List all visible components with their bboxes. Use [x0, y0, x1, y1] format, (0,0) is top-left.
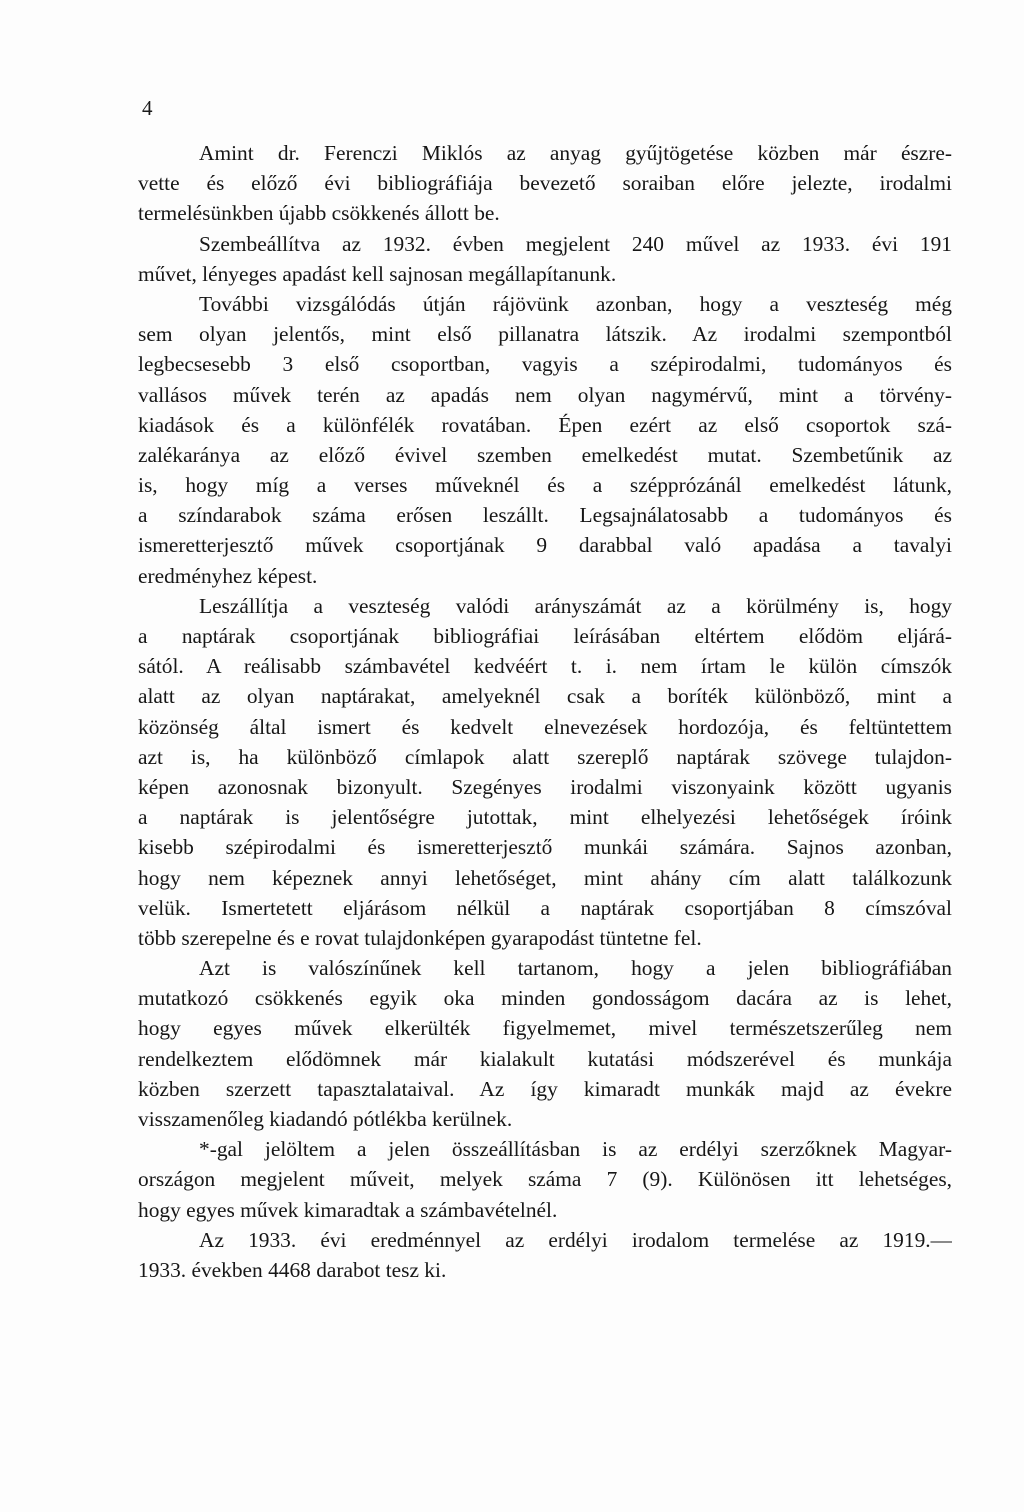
text-line: hogy egyes művek elkerülték figyelmemet, mivel természetszerűleg nem — [138, 1016, 952, 1041]
text-line: művet, lényeges apadást kell sajnosan megállapítanunk. — [138, 261, 617, 286]
text-line: több szerepelne és e rovat tulajdonképen gyarapodást tüntetne fel. — [138, 925, 702, 950]
body-text — [138, 138, 952, 1285]
text-line: rendelkeztem elődömnek már kialakult kutatási módszerével és munkája — [138, 1046, 952, 1071]
text-line: 1933. években 4468 darabot tesz ki. — [138, 1257, 447, 1282]
text-line: eredményhez képest. — [138, 563, 318, 588]
text-line: Szembeállítva az 1932. évben megjelent 240 művel az 1933. évi 191 — [199, 231, 952, 256]
text-line: velük. Ismertetett eljárásom nélkül a naptárak csoportjában 8 címszóval — [138, 895, 952, 920]
text-line: További vizsgálódás útján rájövünk azonban, hogy a veszteség még — [199, 291, 952, 316]
text-line: visszamenőleg kiadandó pótlékba kerülnek. — [138, 1107, 513, 1131]
text-line: a naptárak csoportjának bibliográfiai leírásában eltértem elődöm eljárá- — [138, 624, 952, 648]
text-line: képen azonosnak bizonyult. Szegényes irodalmi viszonyaink között ugyanis — [138, 774, 952, 799]
text-line: Az 1933. évi eredménnyel az erdélyi irodalom termelése az 1919.— — [199, 1227, 952, 1252]
text-line: hogy nem képeznek annyi lehetőséget, mint ahány cím alatt találkozunk — [138, 865, 952, 890]
text-line: legbecsesebb 3 első csoportban, vagyis a szépirodalmi, tudományos és — [138, 352, 952, 377]
text-line: a színdarabok száma erősen leszállt. Legsajnálatosabb a tudományos és — [138, 503, 952, 528]
page-number: 4 — [142, 96, 153, 120]
text-line: közönség által ismert és kedvelt elnevezések hordozója, és feltüntettem — [138, 714, 952, 739]
text-line: Amint dr. Ferenczi Miklós az anyag gyűjtögetése közben már észre- — [199, 141, 952, 165]
text-line: *-gal jelöltem a jelen összeállításban is az erdélyi szerzőknek Magyar- — [199, 1137, 952, 1162]
text-line: ismeretterjesztő művek csoportjának 9 darabbal való apadása a tavalyi — [138, 533, 952, 558]
text-line: közben szerzett tapasztalataival. Az így kimaradt munkák majd az évekre — [138, 1076, 952, 1101]
text-line: alatt az olyan naptárakat, amelyeknél csak a boríték különböző, mint a — [138, 684, 952, 709]
text-line: is, hogy míg a verses műveknél és a szépprózánál emelkedést látunk, — [138, 473, 952, 498]
text-line: mutatkozó csökkenés egyik oka minden gondosságom dacára az is lehet, — [138, 986, 952, 1011]
text-line: kiadások és a különfélék rovatában. Épen ezért az első csoportok szá- — [138, 412, 952, 437]
text-line: azt is, ha különböző címlapok alatt szereplő naptárak szövege tulajdon- — [138, 744, 952, 769]
text-line: országon megjelent műveit, melyek száma 7 (9). Különösen itt lehetséges, — [138, 1167, 952, 1192]
text-line: sától. A reálisabb számbavétel kedvéért t. i. nem írtam le külön címszók — [138, 654, 952, 679]
text-line: a naptárak is jelentőségre jutottak, mint elhelyezési lehetőségek íróink — [138, 805, 952, 830]
text-line: vette és előző évi bibliográfiája bevezető soraiban előre jelezte, irodalmi — [138, 171, 952, 196]
text-line: Leszállítja a veszteség valódi arányszámát az a körülmény is, hogy — [199, 593, 952, 618]
text-line: zalékaránya az előző évivel szemben emelkedést mutat. Szembetűnik az — [138, 442, 952, 467]
text-line: vallásos művek terén az apadás nem olyan nagymérvű, mint a törvény- — [138, 382, 952, 407]
text-line: kisebb szépirodalmi és ismeretterjesztő munkái számára. Sajnos azonban, — [138, 835, 952, 860]
text-line: sem olyan jelentős, mint első pillanatra látszik. Az irodalmi szempontból — [138, 322, 952, 347]
text-line: Azt is valószínűnek kell tartanom, hogy a jelen bibliográfiában — [199, 956, 952, 981]
text-line: hogy egyes művek kimaradtak a számbavételnél. — [138, 1197, 558, 1222]
text-line: termelésünkben újabb csökkenés állott be. — [138, 201, 500, 226]
